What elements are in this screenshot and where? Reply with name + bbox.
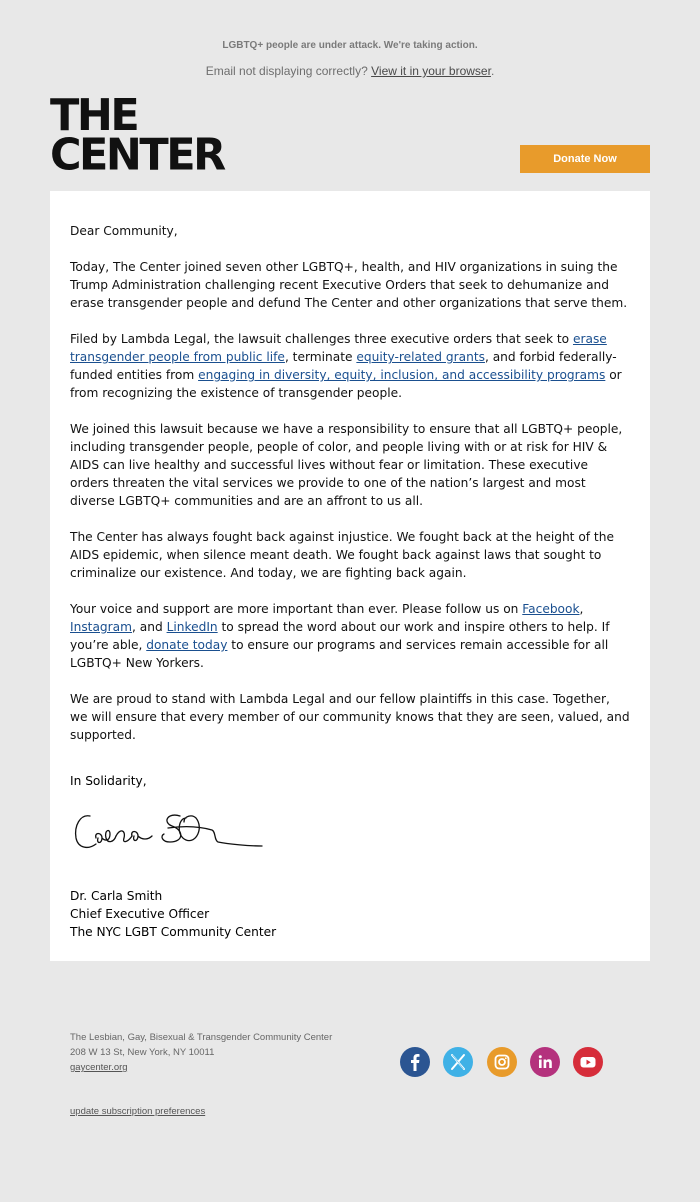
greeting: Dear Community, [70,224,178,238]
instagram-icon[interactable] [487,1047,517,1077]
equity-grants-link[interactable]: equity-related grants [356,350,485,364]
p2-text-d: or from recognizing the existence of transgender people. [70,368,622,400]
signer-title: Chief Executive Officer [70,907,210,921]
update-subscription-preferences-link[interactable]: update subscription preferences [70,1106,206,1117]
donate-now-button[interactable]: Donate Now [520,145,650,173]
footer-address: 208 W 13 St, New York, NY 10011 [70,1047,215,1058]
linkedin-link[interactable]: LinkedIn [166,620,218,634]
donate-today-link[interactable]: donate today [146,638,228,652]
p2-text-a: Filed by Lambda Legal, the lawsuit challenges three executive orders that seek to [70,332,573,346]
p5-text-c: , and [132,620,167,634]
footer-address-block [70,1030,332,1075]
erase-transgender-link[interactable]: erase transgender people from public life [70,332,607,364]
p5-text-d: to spread the word about our work and inspire others to help. If you’re able, [70,620,610,652]
p5-text-a: Your voice and support are more important than ever. Please follow us on [70,602,523,616]
dei-programs-link[interactable]: engaging in diversity, equity, inclusion, and accessibility programs [198,368,606,382]
the-center-logo[interactable] [50,90,224,181]
logo-line-the: THE [50,90,138,142]
view-in-browser-link[interactable]: View it in your browser [371,64,491,78]
footer-org: The Lesbian, Gay, Bisexual & Transgender Community Center [70,1032,333,1043]
paragraph-6: We are proud to stand with Lambda Legal and our fellow plaintiffs in this case. Together, we will ensure that every member of our community knows that they are seen, valued, and supported. [70,692,630,742]
x-icon[interactable] [443,1047,473,1077]
view-suffix: . [490,64,495,78]
letter-body [70,222,630,762]
signer-org: The NYC LGBT Community Center [70,925,277,939]
p2-text-b: , terminate [284,350,357,364]
paragraph-2 [70,330,630,402]
letter-card [50,191,650,961]
closing: In Solidarity, [70,774,147,788]
paragraph-5 [70,600,630,672]
linkedin-icon[interactable] [530,1047,560,1077]
facebook-icon[interactable] [400,1047,430,1077]
signature-image [72,808,272,868]
signature-block [70,887,276,941]
view-in-browser-line [0,64,700,78]
p5-text-b: , [579,602,584,616]
paragraph-3: We joined this lawsuit because we have a responsibility to ensure that all LGBTQ+ people, including transgender people, people of color, and people living with or at risk for HIV & AIDS can live healthy and successful lives without fear or limitation. These executive orders threaten the vital services we provide to one of the nation’s largest and most diverse LGBTQ+ communities and are an affront to us all. [70,422,623,508]
paragraph-1: Today, The Center joined seven other LGBTQ+, health, and HIV organizations in suing the Trump Administration challenging recent Executive Orders that seek to dehumanize and erase transgender people and defund The Center and other organizations that serve them. [70,260,628,310]
logo-line-center: CENTER [50,129,224,181]
p5-text-e: to ensure our programs and services remain accessible for all LGBTQ+ New Yorkers. [70,638,609,670]
preheader-text: LGBTQ+ people are under attack. We're taking action. [222,40,478,51]
instagram-link[interactable]: Instagram [70,620,133,634]
paragraph-4: The Center has always fought back against injustice. We fought back at the height of the AIDS epidemic, when silence meant death. We fought back against laws that sought to criminalize our existence. And today, we are fighting back again. [70,530,614,580]
facebook-link[interactable]: Facebook [522,602,580,616]
p2-text-c: , and forbid federally-funded entities from [70,350,617,382]
footer-site-link[interactable]: gaycenter.org [70,1062,128,1073]
view-prefix: Email not displaying correctly? [205,64,368,78]
youtube-icon[interactable] [573,1047,603,1077]
signer-name: Dr. Carla Smith [70,889,163,903]
